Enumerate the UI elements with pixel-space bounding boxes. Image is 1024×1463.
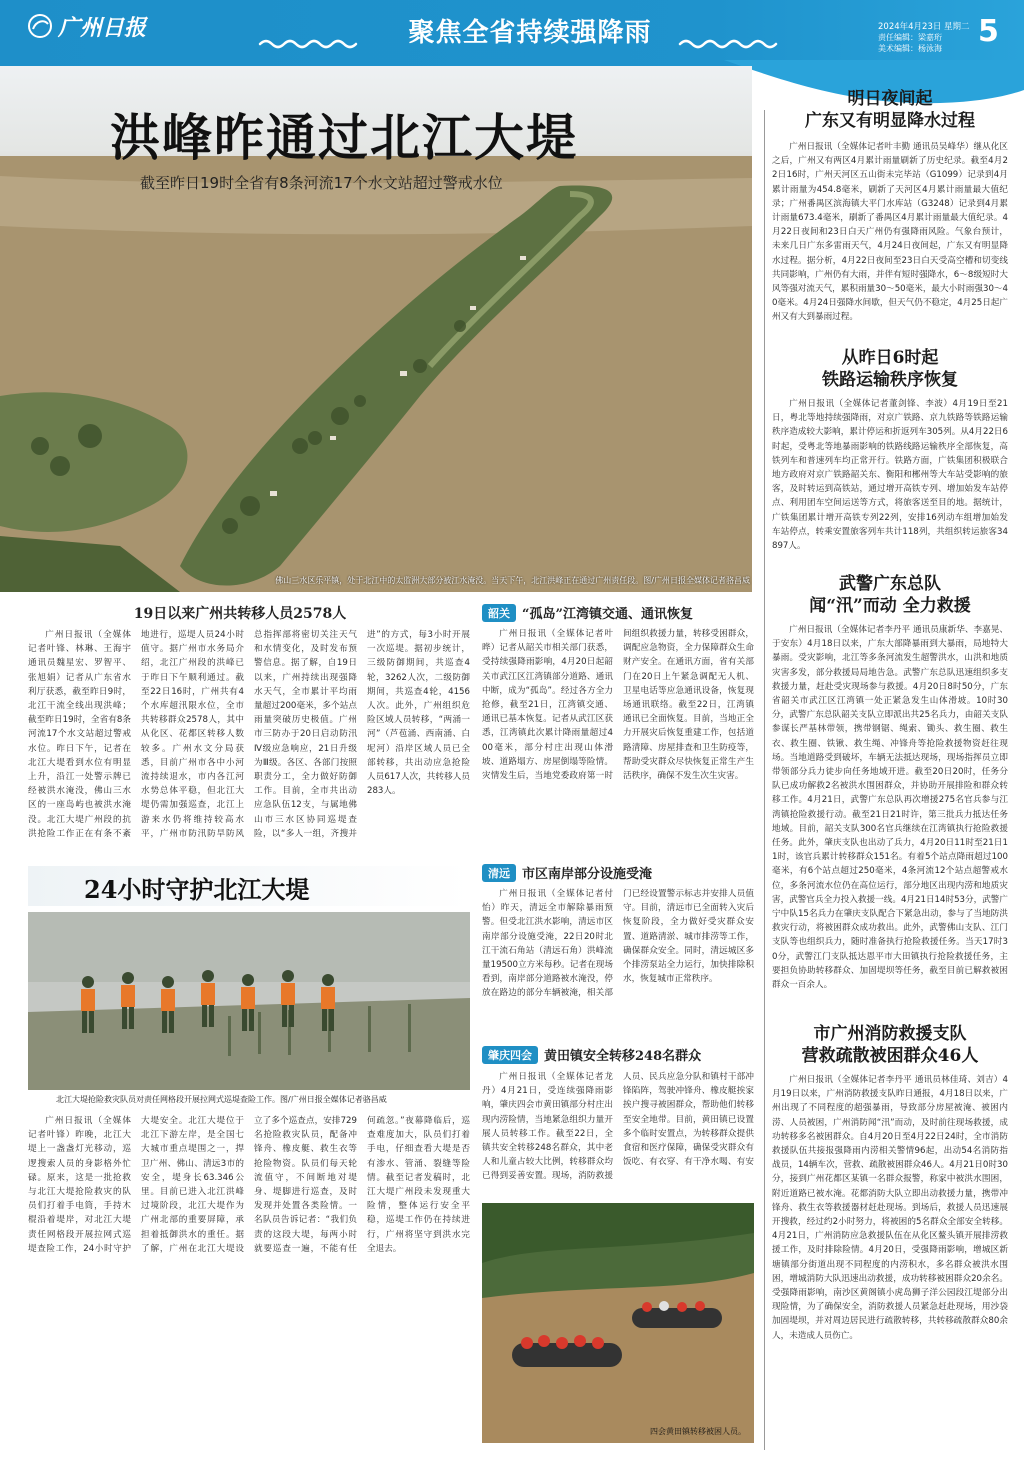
logo-text: 广州日报	[58, 14, 147, 41]
sidebar-s2-body-text: 广州日报讯（全媒体记者董剑锋、李波）4月19日至21日，粤北等地持续强降雨，对京广铁路、京九铁路等铁路运输秩序造成较大影响，累计停运和折返列车305列。从4月22日6时起，受粤北等地暴雨影响的铁路线路运输秩序全部恢复，高铁列车和普速列车均正常开行。铁路方面，广铁集团积极联合地方政府对京广铁路韶关东、衡阳和郴州等大车站受影响的旅客，及时转运到高铁站，通过增开高铁专列、增加始发车站停点、利用团车空间运送等方式，将旅客送至目的地。据统计，广铁集团累计增开高铁专列22列，安排16列动车组增加始发车站停点，转乘安置旅客列车共计118列，共组织转运旅客34897人。	[772, 399, 1008, 552]
sidebar-s3-body-text: 广州日报讯（全媒体记者李丹平 通讯员康新华、李嘉晃、于安东）4月18日以来，广东大部降暴雨到大暴雨，局地特大暴雨。受灾影响，北江等多条河流发生超警洪水，山洪和地质灾害多发，部分救援局局地告急。武警广东总队迅速组织多支救援力量，赶赴受灾现场参与救援。4月20日8时50分，广东省韶关市武江区江湾镇一处正紧急发生山体滑坡。10时30分，武警广东总队韶关支队立即派出共25名兵力，由韶关支队参谋长严基林带领，携带钢锯、绳索、锄头、救生圈、救生衣、救生圈、铁锹、救生绳、冲锋舟等抢险救援物资赶往现场。当地道路受到破坏，车辆无法抵达现场，现场指挥员立即带领部分兵力徒步向任务地域开进。截至20日20时，任务分队已成功解救2名被洪水围困群众，并协助开展排险和群众转移工作。4月21日，武警广东总队再次增援275名官兵参与江湾镇抢险救援行动。截至21日21时许，第三批兵力抵达任务地域。目前，韶关支队300名官兵继续在江湾镇执行抢险救援任务。此外，肇庆支队也出动了兵力，4月20日11时至21日11时，该官兵累计转移群众151名。有着5个站点降雨超过100毫米，有6个站点超过250毫米，4条河流12个站点超警戒水位，多条河流水位仍在高位运行，部分地区出现内涝和地质灾害，武警官兵全力投入救援一线。4月21日14时53分，武警广宁中队15名兵力在肇庆支队配合下紧急出动，参与了当地防洪救灾行动，将被困群众成功救出。此外，武警佛山支队、江门支队等也组织兵力，随时准备执行抢险救援任务。当天17时30分，武警江门支队抵达恩平市大田镇执行抢险救援任务，主要担负协助转移群众、加固堤坝等任务，截至目前已解救被困群众一百余人。	[772, 625, 1008, 991]
patrol-team-scene-icon	[28, 912, 470, 1090]
lead-body-text: 广州日报讯（全媒体记者叶锋、林琳、王海宇 通讯员魏星宏、罗智平、张旭娟）记者从广东省水利厅获悉，截至昨日9时，北江干流全线出现洪峰；截至昨日19时，全省有8条河流17个水文站超过警戒水位。昨日下午，记者在北江大堤看到水位有明显上升，沿江一处警示牌已经被洪水淹没，佛山三水区的一座岛屿也被洪水淹没。北江大堤广州段的抗洪抢险工作正在有条不紊地进行，巡堤人员24小时值守。据广州市水务局介绍，北江广州段的洪峰已于昨日下午顺利通过。截至22日16时，广州共有4个水库超汛限水位，全市共转移群众2578人，其中从化区、花都区转移人数较多。广州水文分局获悉，目前广州市各中小河流持续退水，市内各江河水势总体平稳，但北江大堤仍需加强巡查，北江上游来水仍将维持较高水平，广州市防汛防旱防风总指挥部将密切关注天气和水情变化，及时发布预警信息。据了解，自19日以来，广州持续出现强降水天气，全市累计平均雨量超过200毫米，多个站点雨量突破历史极值。广州市三防办于20日启动防汛Ⅳ级应急响应，21日升级为Ⅲ级。各区、各部门按照职责分工，全力做好防御工作。目前，全市共出动应急队伍12支，与属地佛山市三水区协同巡堤查险，以“多人一组，齐搜并进”的方式，每3小时开展一次巡堤。据初步统计，三级防御期间，共巡查4轮，3262人次，二级防御期间，共巡查4轮，4156人次。此外，广州组织危险区域人员转移，“两涌一河”（芦苞涌、西南涌、白坭河）沿岸区域人员已全部转移，共出动应急抢险人员617人次，共转移人员283人。	[28, 630, 470, 839]
sidebar-s2-body	[772, 397, 1008, 565]
embankment-body	[28, 1114, 470, 1444]
shaoguan-heading	[482, 603, 754, 622]
art-editor-credit: 美术编辑：杨泳海	[878, 44, 942, 53]
sidebar-s1-title-line1: 明日夜间起	[847, 89, 933, 109]
lead-body	[28, 628, 470, 850]
region-tag-shaoguan: 韶关	[482, 604, 516, 622]
zhaoqing-body-text: 广州日报讯（全媒体记者龙丹）4月21日，受连续强降雨影响，肇庆四会市黄田镇部分村庄出现内涝险情，当地紧急组织力量开展人员转移工作。截至22日，全镇共安全转移248名群众，其中老人和儿童占较大比例，转移群众均已得到妥善安置。现场，消防救援人员、民兵应急分队和镇村干部冲锋陷阵，驾驶冲锋舟、橡皮艇挨家挨户搜寻被困群众，帮助他们转移至安全地带。目前，黄田镇已设置多个临时安置点，为转移群众提供食宿和医疗保障，确保受灾群众有饭吃、有衣穿、有干净水喝、有安	[482, 1072, 754, 1182]
sidebar-s3-body	[772, 623, 1008, 1015]
qingyuan-heading	[482, 863, 754, 882]
zhaoqing-title: 黄田镇安全转移248名群众	[544, 1049, 702, 1064]
sidebar-s4-body	[772, 1073, 1008, 1449]
sidebar-s1-title	[772, 88, 1008, 132]
newspaper-logo-icon	[26, 12, 54, 40]
sidebar-s4-title	[772, 1023, 1008, 1067]
masthead	[0, 0, 1024, 66]
zhaoqing-heading	[482, 1045, 754, 1064]
embankment-photo-caption: 北江大堤抢险救灾队员对责任网格段开展拉网式巡堤查险工作。图/广州日报全媒体记者骆昌威	[56, 1095, 387, 1104]
embankment-photo	[28, 912, 470, 1090]
zhaoqing-body	[482, 1070, 754, 1196]
sidebar-s1-body	[772, 140, 1008, 336]
sidebar-s3-title	[772, 573, 1008, 617]
shaoguan-body-text: 广州日报讯（全媒体记者叶晔）记者从韶关市相关部门获悉，受持续强降雨影响，4月20日起韶关市武江区江湾镇部分道路、通讯中断，成为“孤岛”。经过各方全力抢修，截至21日，江湾镇交通、通讯已基本恢复。记者从武江区获悉，江湾镇此次累计降雨量超过400毫米，部分村庄出现山体滑坡、道路塌方、房屋倒塌等险情。灾情发生后，当地党委政府第一时间组织救援力量，转移受困群众，调配应急物资，全力保障群众生命财产安全。在通讯方面，省有关部门在20日上午紧急调配无人机、卫星电话等应急通讯设备，恢复现场通讯联络。截至22日，江湾镇通讯已全面恢复。目前，当地正全力开展灾后恢复重建工作，包括道路清障、房屋排查和卫生防疫等，帮助受灾群众尽快恢复正常生产生活秩序，确保不发生次生灾害。	[482, 629, 754, 782]
region-tag-qingyuan: 清远	[482, 864, 516, 882]
lead-section-title: 19日以来广州共转移人员2578人	[133, 606, 347, 622]
sidebar-s1-body-text: 广州日报讯（全媒体记者叶丰勤 通讯员吴峰华）继从化区之后，广州又有两区4月累计雨量刷新了历史纪录。截至4月22日16时，广州天河区五山街未完毕站（G1099）记录到4月累计雨量为454.8毫米，刷新了天河区4月累计雨量最大值纪录；广州番禺区滨海镇大平门水库站（G3248）记录到4月累计雨量673.4毫米，刷新了番禺区4月累计雨量最大值纪录。4月22日夜间和23日白天广州仍有强降雨风险。气象台预计，未来几日广东多雷雨天气，4月24日夜间起，广东又有明显降水过程。据分析，4月22日夜间至23日白天受高空槽和切变线共同影响，广州仍有大雨，并伴有短时强降水，6～8级短时大风等强对流天气，累积雨量30～50毫米，最大小时雨强30～40毫米。4月24日强降水间歇，但天气仍不稳定，4月25日起广州又有大到暴雨过程。	[772, 142, 1008, 323]
sidebar-s2-title	[772, 347, 1008, 391]
logo	[26, 9, 186, 43]
sidebar-s3-title-line2: 闻“汛”而动 全力救援	[809, 596, 971, 616]
issue-date: 2024年4月23日 星期二	[878, 22, 970, 32]
editor-credit: 责任编辑：梁嘉珩	[878, 33, 942, 42]
sidebar-s3-title-line1: 武警广东总队	[839, 574, 941, 594]
qingyuan-title: 市区南岸部分设施受淹	[522, 867, 653, 882]
lead-photo-caption: 佛山三水区乐平镇，处于北江中的太监洲大部分被江水淹没。当天下午，北江洪峰正在通过广州责任段。图/广州日报全媒体记者骆昌威	[275, 576, 750, 585]
lead-subhead: 截至昨日19时全省有8条河流17个水文站超过警戒水位	[140, 174, 503, 192]
sidebar-s4-body-text: 广州日报讯（全媒体记者李丹平 通讯员林佳琦、刘吉）4月19日以来，广州消防救援支队昨日通报，4月18日以来，广州出现了不同程度的超强暴雨，导致部分房屋被淹、被困内涝、人员被困，广州消防闻“汛”而动，及时前往现场救援，成功转移多名被困群众。自4月20日至4月22日24时，全市消防救援队伍共接报强降雨内涝相关警情96起，出动54名消防指战员，14辆车次，营救、疏散被困群众46人。4月21日0时30分，接到广州花都区某镇一名群众报警，称家中被洪水围困，附近道路已被水淹。花都消防大队立即出动救援力量，携带冲锋舟、救生衣等救援器材赶赴现场。到场后，救援人员迅速展开搜救，经过约2小时努力，将被困的5名群众全部安全转移。4月21日，广州消防应急救援队伍在从化区鳌头镇开展排涝救援工作，及时排除险情。4月20日，受强降雨影响，增城区新塘镇部分街道出现不同程度的内涝积水，多名群众被洪水围困，增城消防大队迅速出动救援，成功转移被困群众20余名。受强降雨影响，南沙区黄阁镇小虎岛狮子洋公园段江堤部分出现险情，为了确保安全，消防救援人员紧急赶赴现场，用沙袋加固堤坝，并对周边居民进行疏散转移，共转移疏散群众80余人，未造成人员伤亡。	[772, 1075, 1008, 1341]
sidebar-s4-title-line1: 市广州消防救援支队	[813, 1024, 967, 1044]
qingyuan-body	[482, 887, 754, 1029]
boat-rescue-scene-icon	[482, 1203, 754, 1443]
qingyuan-body-text: 广州日报讯（全媒体记者付怡）昨天，清远全市解除暴雨预警。但受北江洪水影响，清远市区南岸部分设施受淹，22日20时北江干流石角站（清远石角）洪峰流量19500立方米每秒。记者在现场看到，南岸部分道路被水淹没，停放在路边的部分车辆被淹，相关部门已经设置警示标志并安排人员值守。目前，清远市已全面转入灾后恢复阶段，全力做好受灾群众安置、道路清淤、城市排涝等工作，确保群众安全。同时，清远城区多个排涝泵站全力运行，加快排除积水，恢复城市正常秩序。	[482, 889, 754, 999]
embankment-body-text: 广州日报讯（全媒体记者叶锋）昨晚，北江大堤上一盏盏灯光移动，巡逻搜索人员的身影格外忙碌。原来，这是一批抢救与北江大堤抢险救灾的队员们打着手电筒，手持木棍沿着堤岸，对北江大堤责任网格段开展拉网式巡堤查险工作，24小时守护大堤安全。北江大堤位于北江下游左岸，是全国七大城市重点堤围之一，捍卫广州、佛山、清远3市的安全，堤身长63.346公里。目前已进入北江洪峰过境阶段，北江大堤作为广州北部的重要屏障，承担着抵御洪水的重任。据了解，广州在北江大堤设立了多个巡查点，安排729名抢险救灾队员，配备冲锋舟、橡皮艇、救生衣等抢险物资。队员们每天轮流值守，不间断地对堤身、堤脚进行巡查，及时发现并处置各类险情。一名队员告诉记者：“我们负责的这段大堤，每两小时就要巡查一遍，不能有任何疏忽。”夜幕降临后，巡查难度加大，队员们打着手电，仔细查看大堤是否有渗水、管涌、裂缝等险情。截至记者发稿时，北江大堤广州段未发现重大险情，整体运行安全平稳，巡堤工作仍在持续进行，广州将坚守到洪水完全退去。	[28, 1116, 470, 1254]
sidebar-s2-title-line2: 铁路运输秩序恢复	[822, 370, 958, 390]
sidebar-s4-title-line2: 营救疏散被困群众46人	[801, 1046, 979, 1066]
wave-decoration-icon	[250, 36, 810, 52]
shaoguan-title: “孤岛”江湾镇交通、通讯恢复	[522, 607, 693, 622]
sidebar-rule	[764, 110, 765, 1450]
sidebar-s2-title-line1: 从昨日6时起	[841, 348, 939, 368]
banner-title: 聚焦全省持续强降雨	[408, 18, 652, 48]
sidebar-s1-title-line2: 广东又有明显降水过程	[805, 111, 975, 131]
embankment-headline: 24小时守护北江大堤	[84, 875, 310, 904]
lead-headline: 洪峰昨通过北江大堤	[110, 108, 578, 167]
region-tag-zhaoqing: 肇庆四会	[482, 1046, 538, 1064]
rescue-photo-caption: 四会黄田镇转移被困人员。	[650, 1427, 746, 1436]
page-number: 5	[978, 14, 999, 49]
shaoguan-body	[482, 627, 754, 855]
rescue-photo	[482, 1203, 754, 1443]
